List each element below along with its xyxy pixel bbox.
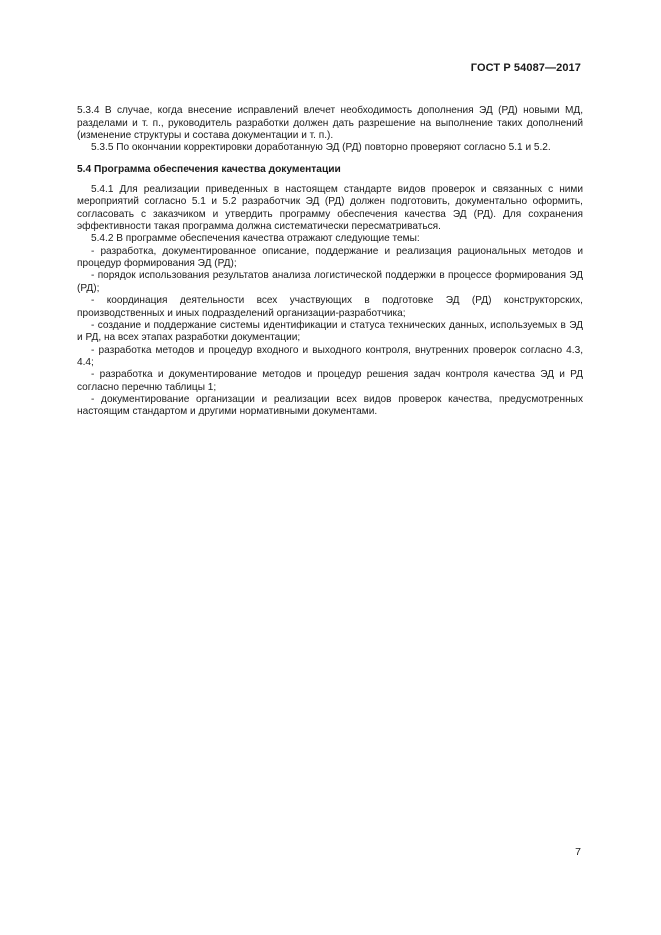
page-number: 7 (575, 846, 581, 858)
paragraph-text: 5.3.5 По окончании корректировки доработанную ЭД (РД) повторно проверяют согласно 5.1 и 5.2. (91, 142, 551, 154)
topics-list (77, 246, 583, 419)
standard-code-header: ГОСТ Р 54087—2017 (470, 62, 581, 74)
list-item: - разработка и документирование методов и процедур решения задач контроля качества ЭД и РД согласно перечню таблицы 1; (77, 369, 583, 393)
section-title-5-4: 5.4 Программа обеспечения качества документации (77, 163, 341, 175)
list-item: - координация деятельности всех участвующих в подготовке ЭД (РД) конструкторских, производственных и иных подразделений организации-разработчика; (77, 295, 583, 319)
paragraph-text: 5.4.1 Для реализации приведенных в настоящем стандарте видов проверок и связанных с ними мероприятий согласно 5.1 и 5.2 разработчик ЭД (РД) должен подготовить, документально оформить, согласовать с заказчиком и утвердить программу обеспечения качества ЭД (РД). Для сохранения эффективности такая программа должна систематически пересматриваться. (77, 184, 583, 233)
list-item: - разработка методов и процедур входного и выходного контроля, внутренних проверок согласно 4.3, 4.4; (77, 344, 583, 368)
list-item: - порядок использования результатов анализа логистической поддержки в процессе формирования ЭД (РД); (77, 270, 583, 294)
list-item: - разработка, документированное описание, поддержание и реализация рациональных методов и процедур формирования ЭД (РД); (77, 245, 583, 270)
document-body (77, 93, 583, 419)
paragraph-text: 5.3.4 В случае, когда внесение исправлений влечет необходимость дополнения ЭД (РД) новыми МД, разделами и т. п., руководитель разработки должен дать разрешение на выполнение таких дополнений (изменение структуры и состава документации и т. п.). (77, 105, 583, 142)
paragraph-5-4-1 (77, 184, 583, 233)
paragraph-5-3-5 (77, 142, 583, 154)
paragraph-5-3-4 (77, 93, 583, 142)
paragraph-text: 5.4.2 В программе обеспечения качества отражают следующие темы: (91, 233, 420, 245)
paragraph-5-4-2 (77, 233, 583, 245)
list-item: - создание и поддержание системы идентификации и статуса технических данных, используемых в ЭД и РД, на всех этапах разработки документации; (77, 319, 583, 344)
list-item: - документирование организации и реализации всех видов проверок качества, предусмотренных настоящим стандартом и другими нормативными документами. (77, 393, 583, 418)
